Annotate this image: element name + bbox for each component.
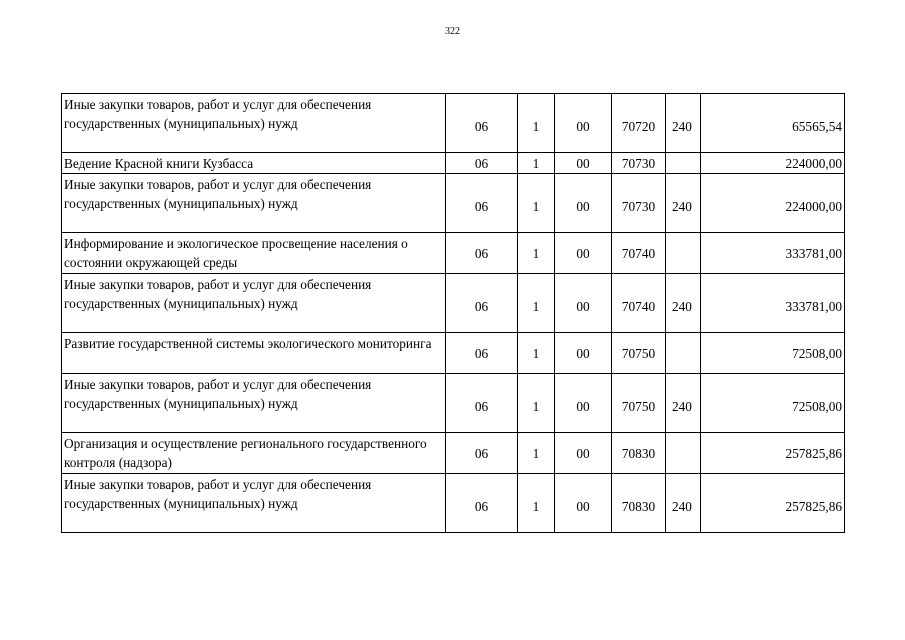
amount: 224000,00 (701, 174, 845, 233)
section-code: 06 (446, 333, 518, 374)
subprogram-code: 00 (555, 333, 612, 374)
table-row (62, 474, 845, 533)
program-code: 1 (518, 153, 555, 174)
row-name: Иные закупки товаров, работ и услуг для обеспечения государственных (муниципальных) нужд (62, 474, 446, 533)
amount: 72508,00 (701, 374, 845, 433)
section-code: 06 (446, 474, 518, 533)
budget-table (61, 93, 845, 533)
section-code: 06 (446, 174, 518, 233)
table-row (62, 333, 845, 374)
expense-type-code (666, 233, 701, 274)
table-row (62, 433, 845, 474)
subprogram-code: 00 (555, 474, 612, 533)
table-row (62, 274, 845, 333)
table-row (62, 233, 845, 274)
program-code: 1 (518, 433, 555, 474)
target-code: 70730 (612, 174, 666, 233)
row-name: Иные закупки товаров, работ и услуг для обеспечения государственных (муниципальных) нужд (62, 174, 446, 233)
program-code: 1 (518, 374, 555, 433)
row-name: Иные закупки товаров, работ и услуг для обеспечения государственных (муниципальных) нужд (62, 274, 446, 333)
subprogram-code: 00 (555, 153, 612, 174)
target-code: 70740 (612, 233, 666, 274)
subprogram-code: 00 (555, 233, 612, 274)
section-code: 06 (446, 274, 518, 333)
row-name: Информирование и экологическое просвещение населения о состоянии окружающей среды (62, 233, 446, 274)
amount: 224000,00 (701, 153, 845, 174)
table-row (62, 153, 845, 174)
row-name: Организация и осуществление регионального государственного контроля (надзора) (62, 433, 446, 474)
row-name: Развитие государственной системы экологического мониторинга (62, 333, 446, 374)
section-code: 06 (446, 374, 518, 433)
section-code: 06 (446, 153, 518, 174)
expense-type-code (666, 333, 701, 374)
target-code: 70830 (612, 474, 666, 533)
program-code: 1 (518, 274, 555, 333)
program-code: 1 (518, 233, 555, 274)
program-code: 1 (518, 333, 555, 374)
amount: 333781,00 (701, 233, 845, 274)
subprogram-code: 00 (555, 374, 612, 433)
target-code: 70830 (612, 433, 666, 474)
section-code: 06 (446, 433, 518, 474)
amount: 65565,54 (701, 94, 845, 153)
target-code: 70740 (612, 274, 666, 333)
amount: 257825,86 (701, 433, 845, 474)
target-code: 70720 (612, 94, 666, 153)
table-row (62, 374, 845, 433)
subprogram-code: 00 (555, 94, 612, 153)
expense-type-code: 240 (666, 274, 701, 333)
subprogram-code: 00 (555, 433, 612, 474)
table-row (62, 94, 845, 153)
program-code: 1 (518, 174, 555, 233)
row-name: Иные закупки товаров, работ и услуг для обеспечения государственных (муниципальных) нужд (62, 94, 446, 153)
amount: 333781,00 (701, 274, 845, 333)
expense-type-code: 240 (666, 374, 701, 433)
row-name: Иные закупки товаров, работ и услуг для обеспечения государственных (муниципальных) нужд (62, 374, 446, 433)
expense-type-code: 240 (666, 474, 701, 533)
target-code: 70730 (612, 153, 666, 174)
program-code: 1 (518, 94, 555, 153)
table-row (62, 174, 845, 233)
page-number: 322 (445, 26, 460, 37)
expense-type-code (666, 153, 701, 174)
program-code: 1 (518, 474, 555, 533)
expense-type-code: 240 (666, 94, 701, 153)
section-code: 06 (446, 233, 518, 274)
subprogram-code: 00 (555, 174, 612, 233)
amount: 257825,86 (701, 474, 845, 533)
subprogram-code: 00 (555, 274, 612, 333)
section-code: 06 (446, 94, 518, 153)
expense-type-code: 240 (666, 174, 701, 233)
row-name: Ведение Красной книги Кузбасса (62, 153, 446, 174)
target-code: 70750 (612, 333, 666, 374)
expense-type-code (666, 433, 701, 474)
amount: 72508,00 (701, 333, 845, 374)
target-code: 70750 (612, 374, 666, 433)
